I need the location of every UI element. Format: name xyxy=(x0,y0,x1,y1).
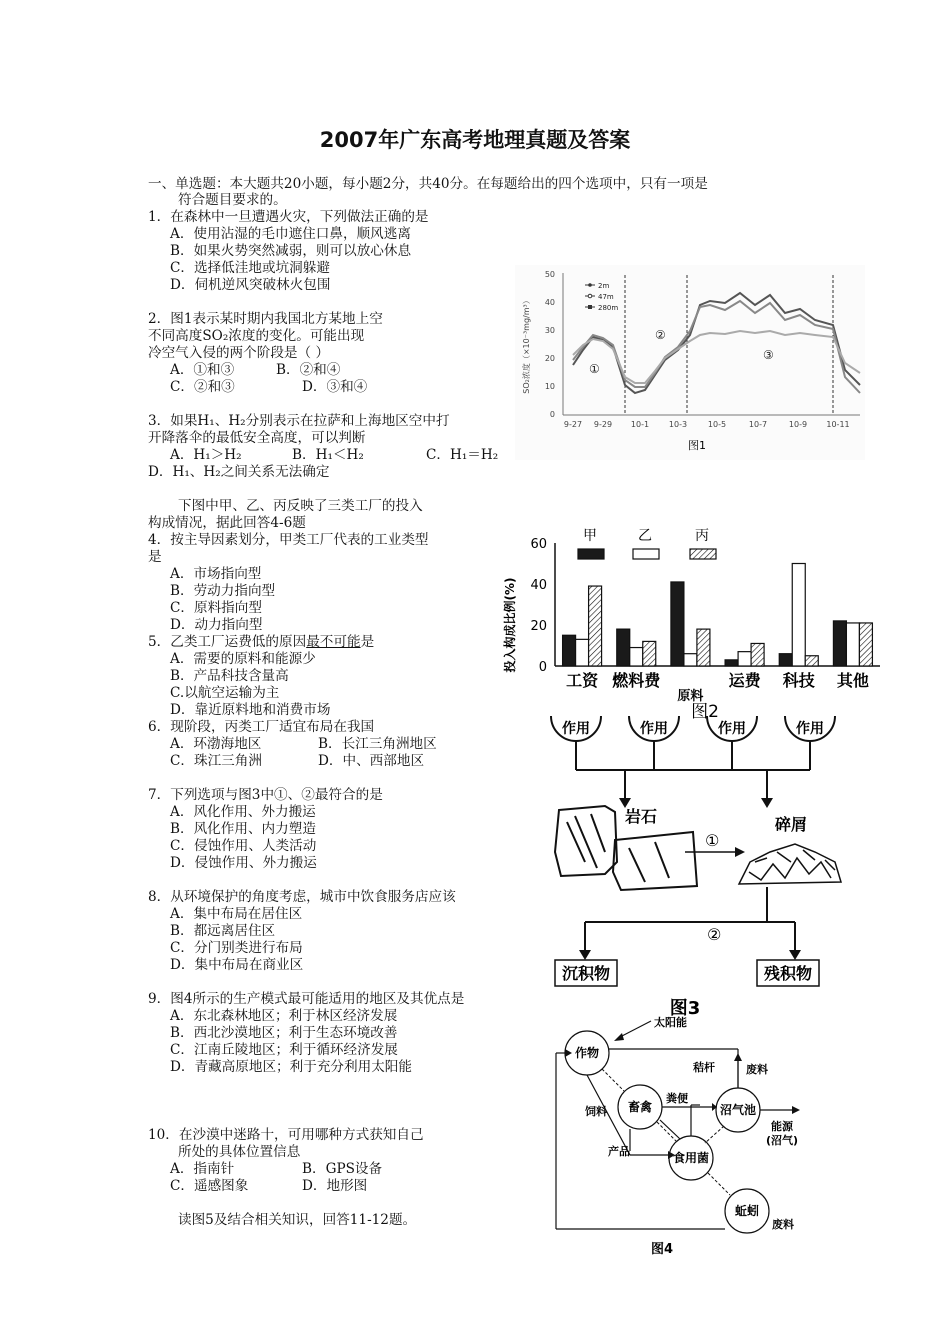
q6-option-b: B．长江三角洲地区 xyxy=(318,736,437,752)
q2-option-b: B．②和④ xyxy=(276,362,341,378)
q8-option-b: B．都远离居住区 xyxy=(170,923,276,939)
q8-option-a: A．集中布局在居住区 xyxy=(170,906,303,922)
q8-stem: 8．从环境保护的角度考虑，城市中饮食服务店应该 xyxy=(148,889,456,905)
fig1-legend: 47m xyxy=(598,293,614,301)
fig3-process-label: 作用 xyxy=(562,721,590,737)
q3-stem-1: 3．如果H₁、H₂分别表示在拉萨和上海地区空中打 xyxy=(148,413,450,429)
fig1-stage-label: ③ xyxy=(763,348,774,362)
fig2-ylabel: 投入构成比例(%) xyxy=(503,577,517,673)
fig1-legend: 280m xyxy=(598,304,619,312)
q3-option-a: A．H₁＞H₂ xyxy=(170,447,242,463)
fig1-ytick: 30 xyxy=(544,326,555,335)
fig4-node-crops: 作物 xyxy=(574,1046,600,1060)
fig1-ylabel: SO₂浓度（×10⁻³mg/m³） xyxy=(522,296,531,394)
fig2-category-label: 其他 xyxy=(836,671,869,690)
q5-option-a: A．需要的原料和能源少 xyxy=(170,651,316,667)
fig3-number-1: ① xyxy=(705,831,720,850)
fig1-stage-label: ① xyxy=(589,362,600,376)
q2-stem-2: 不同高度SO₂浓度的变化。可能出现 xyxy=(148,328,365,344)
figure-1 xyxy=(515,265,865,460)
fig2-category-label: 燃料费 xyxy=(612,671,661,690)
q2-option-d: D．③和④ xyxy=(302,379,368,395)
q3-option-d: D．H₁、H₂之间关系无法确定 xyxy=(148,464,330,480)
fig1-ytick: 0 xyxy=(549,410,555,419)
q1-option-c: C．选择低洼地或坑洞躲避 xyxy=(170,260,330,276)
figure-3 xyxy=(545,712,865,1047)
fig1-xtick: 9-29 xyxy=(593,420,613,429)
fig4-label-biogas-paren: (沼气) xyxy=(766,1134,799,1147)
fig2-caption: 图2 xyxy=(691,702,719,722)
fig1-legend: 2m xyxy=(598,282,610,290)
q2-option-a: A．①和③ xyxy=(170,362,235,378)
fig2-bar-乙-其他 xyxy=(846,623,859,666)
q9-stem: 9．图4所示的生产模式最可能适用的地区及其优点是 xyxy=(148,991,465,1007)
q5-option-b: B．产品科技含量高 xyxy=(170,668,289,684)
q8-option-c: C．分门别类进行布局 xyxy=(170,940,303,956)
q2-option-c: C．②和③ xyxy=(170,379,235,395)
fig2-category-label: 工资 xyxy=(566,671,599,690)
fig1-ytick: 40 xyxy=(544,298,555,307)
q2-stem-3: 冷空气入侵的两个阶段是（ ） xyxy=(148,345,330,361)
fig4-node-biogas: 沼气池 xyxy=(719,1103,757,1117)
fig1-xtick: 10-5 xyxy=(707,420,727,429)
fig2-legend-label: 丙 xyxy=(695,528,709,544)
intro-11-12: 读图5及结合相关知识，回答11-12题。 xyxy=(178,1212,417,1228)
fig1-ytick: 10 xyxy=(544,382,555,391)
debris-drawing xyxy=(739,844,841,884)
q9-option-a: A．东北森林地区；利于林区经济发展 xyxy=(170,1008,398,1024)
q6-stem: 6．现阶段，丙类工厂适宜布局在我国 xyxy=(148,719,375,735)
fig2-bar-甲-运费 xyxy=(725,660,738,666)
page-title: 2007年广东高考地理真题及答案 xyxy=(319,128,631,152)
q9-option-b: B．西北沙漠地区；利于生态环境改善 xyxy=(170,1025,398,1041)
fig1-xtick: 10-1 xyxy=(630,420,650,429)
fig2-legend-swatch xyxy=(633,549,659,559)
fig2-ytick: 60 xyxy=(530,537,547,552)
fig2-legend-label: 甲 xyxy=(583,528,597,544)
fig2-bar-乙-原料 xyxy=(684,654,697,666)
q10-option-b: B．GPS设备 xyxy=(302,1161,383,1177)
q7-option-b: B．风化作用、内力塑造 xyxy=(170,821,316,837)
q3-option-c: C．H₁＝H₂ xyxy=(426,447,499,463)
fig4-label-manure: 粪便 xyxy=(666,1092,688,1105)
q3-option-b: B．H₁＜H₂ xyxy=(292,447,364,463)
fig1-xtick: 10-7 xyxy=(748,420,768,429)
fig3-debris-label: 碎屑 xyxy=(775,815,808,834)
fig3-rock-label: 岩石 xyxy=(625,807,658,826)
fig1-xtick: 10-11 xyxy=(826,420,850,429)
section-header-line2: 符合题目要求的。 xyxy=(178,192,287,208)
fig2-bar-丙-燃料费 xyxy=(643,641,656,666)
fig1-xtick: 9-27 xyxy=(563,420,583,429)
q2-stem-1: 2．图1表示某时期内我国北方某地上空 xyxy=(148,311,383,327)
q4-option-c: C．原料指向型 xyxy=(170,600,262,616)
q4-stem-2: 是 xyxy=(148,549,162,565)
q1-stem: 1．在森林中一旦遭遇火灾，下列做法正确的是 xyxy=(148,209,429,225)
q10-stem-2: 所处的具体位置信息 xyxy=(178,1144,301,1160)
q10-stem-1: 10．在沙漠中迷路十，可用哪种方式获知自己 xyxy=(148,1127,424,1143)
fig2-ytick: 40 xyxy=(530,578,547,593)
fig2-ytick: 0 xyxy=(538,660,547,675)
fig4-label-feed: 饲料 xyxy=(585,1105,607,1118)
q4-option-b: B．劳动力指向型 xyxy=(170,583,276,599)
fig1-ytick: 20 xyxy=(544,354,555,363)
fig4-node-fungi: 食用菌 xyxy=(672,1151,710,1165)
q6-option-d: D．中、西部地区 xyxy=(318,753,425,769)
fig1-ytick: 50 xyxy=(544,270,555,279)
q8-option-d: D．集中布局在商业区 xyxy=(170,957,304,973)
fig3-sediment-label: 沉积物 xyxy=(561,964,611,983)
fig1-caption: 图1 xyxy=(688,439,706,452)
q7-stem: 7．下列选项与图3中①、②最符合的是 xyxy=(148,787,383,803)
fig2-bar-乙-运费 xyxy=(738,652,751,666)
fig4-node-livestock: 畜禽 xyxy=(627,1100,653,1114)
q5-stem-emphasis: 最不可能 xyxy=(306,634,361,650)
fig4-label-solar: 太阳能 xyxy=(654,1016,687,1029)
q6-option-c: C．珠江三角洲 xyxy=(170,753,262,769)
fig1-stage-label: ② xyxy=(655,328,666,342)
fig4-node-earthworm: 蚯蚓 xyxy=(734,1204,760,1218)
q7-option-c: C．侵蚀作用、人类活动 xyxy=(170,838,317,854)
figure-2-chart xyxy=(500,525,900,725)
fig2-bar-甲-科技 xyxy=(779,654,792,666)
fig1-xtick: 10-9 xyxy=(788,420,808,429)
fig2-legend-swatch xyxy=(690,549,716,559)
fig2-category-label: 运费 xyxy=(728,671,761,690)
fig2-bar-丙-运费 xyxy=(751,643,764,666)
fig4-caption: 图4 xyxy=(650,1242,674,1257)
intro-4-6-line1: 下图中甲、乙、丙反映了三类工厂的投入 xyxy=(178,498,423,514)
figure-4 xyxy=(550,1015,850,1260)
fig2-bar-甲-燃料费 xyxy=(617,629,630,666)
fig2-bar-乙-科技 xyxy=(792,564,805,667)
fig3-caption: 图3 xyxy=(669,998,701,1019)
q10-option-c: C．遥感图象 xyxy=(170,1178,249,1194)
fig2-bar-丙-其他 xyxy=(859,623,872,666)
q10-option-d: D．地形图 xyxy=(302,1178,368,1194)
fig3-number-2: ② xyxy=(707,925,722,944)
fig3-process-label: 作用 xyxy=(640,721,668,737)
fig4-label-product: 产品 xyxy=(608,1145,630,1158)
q1-option-a: A．使用沾湿的毛巾遮住口鼻，顺风逃离 xyxy=(170,226,411,242)
fig2-bar-甲-其他 xyxy=(833,621,846,666)
intro-4-6-line2: 构成情况，据此回答4-6题 xyxy=(148,515,306,531)
fig2-legend-swatch xyxy=(578,549,604,559)
q7-option-a: A．风化作用、外力搬运 xyxy=(170,804,316,820)
q10-option-a: A．指南针 xyxy=(170,1161,235,1177)
fig2-bar-丙-原料 xyxy=(697,629,710,666)
section-header-line1: 一、单选题：本大题共20小题，每小题2分，共40分。在每题给出的四个选项中，只有一项是 xyxy=(148,176,708,192)
fig3-process-label: 作用 xyxy=(718,721,746,737)
fig2-bar-甲-原料 xyxy=(671,582,684,666)
fig4-label-straw: 秸杆 xyxy=(693,1061,715,1074)
fig2-bar-乙-工资 xyxy=(576,639,589,666)
fig2-bar-甲-工资 xyxy=(563,635,576,666)
q4-stem-1: 4．按主导因素划分，甲类工厂代表的工业类型 xyxy=(148,532,429,548)
q1-option-d: D．伺机逆风突破林火包围 xyxy=(170,277,331,293)
fig2-bar-乙-燃料费 xyxy=(630,648,643,666)
q5-stem: 5．乙类工厂运费低的原因最不可能是 xyxy=(148,634,375,650)
fig2-ytick: 20 xyxy=(530,619,547,634)
fig3-process-label: 作用 xyxy=(796,721,824,737)
fig4-label-energy: 能源 xyxy=(771,1120,793,1133)
q9-option-c: C．江南丘陵地区；利于循环经济发展 xyxy=(170,1042,398,1058)
q5-option-d: D．靠近原料地和消费市场 xyxy=(170,702,331,718)
fig2-bar-丙-科技 xyxy=(805,656,818,666)
q1-option-b: B．如果火势突然减弱，则可以放心休息 xyxy=(170,243,412,259)
fig4-label-waste2: 废料 xyxy=(772,1218,794,1231)
q6-option-a: A．环渤海地区 xyxy=(170,736,262,752)
q9-option-d: D．青藏高原地区；利于充分利用太阳能 xyxy=(170,1059,412,1075)
q3-stem-2: 开降落伞的最低安全高度，可以判断 xyxy=(148,430,366,446)
q4-option-d: D．动力指向型 xyxy=(170,617,263,633)
q5-option-c: C.以航空运输为主 xyxy=(170,685,280,701)
fig3-residual-label: 残积物 xyxy=(763,964,813,983)
fig2-legend-label: 乙 xyxy=(638,528,652,544)
fig4-label-waste: 废料 xyxy=(746,1063,768,1076)
q7-option-d: D．侵蚀作用、外力搬运 xyxy=(170,855,317,871)
fig2-bar-丙-工资 xyxy=(589,586,602,666)
fig2-category-label: 原料 xyxy=(677,689,704,704)
fig2-category-label: 科技 xyxy=(782,671,815,690)
fig1-xtick: 10-3 xyxy=(668,420,688,429)
q4-option-a: A．市场指向型 xyxy=(170,566,262,582)
